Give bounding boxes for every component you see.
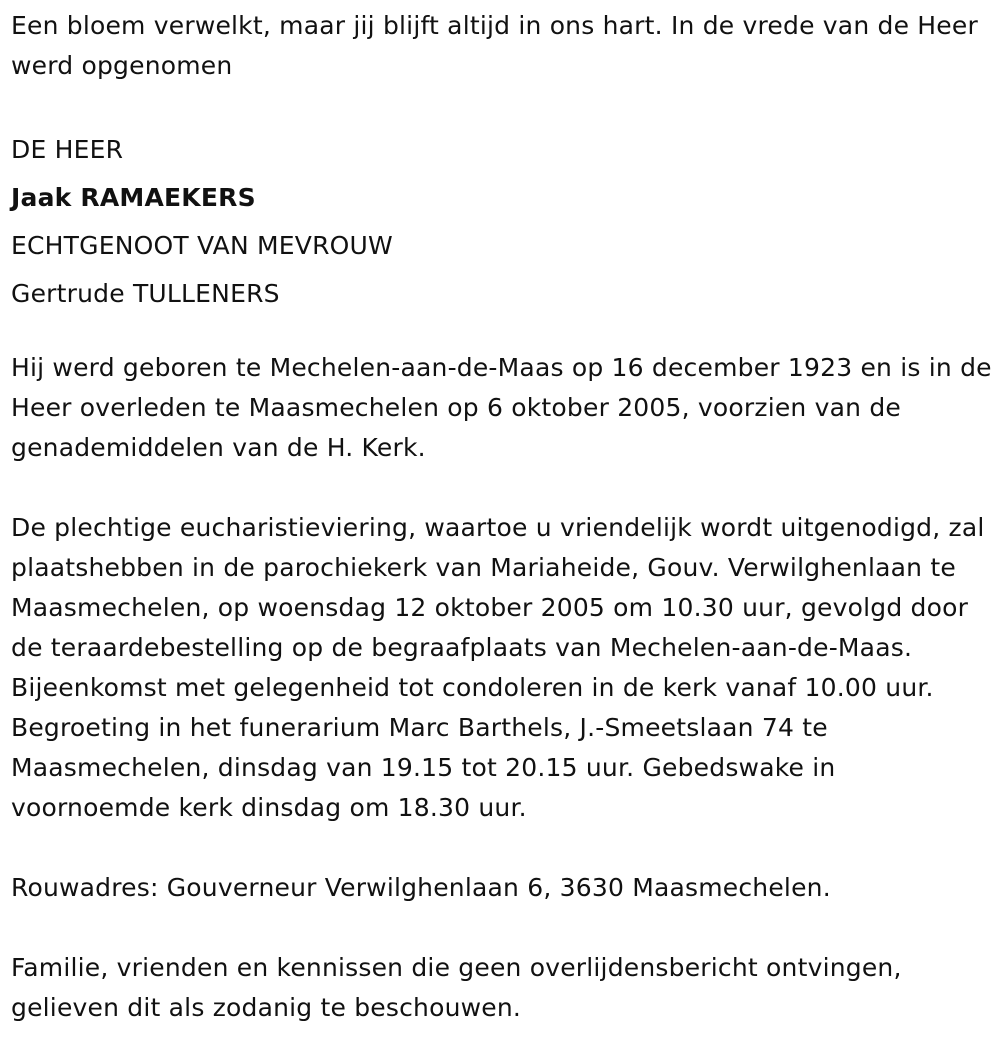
spacer	[11, 908, 996, 948]
spacer	[11, 468, 996, 508]
honorific: DE HEER	[11, 135, 124, 164]
spacer	[11, 828, 996, 868]
birth-death-text: Hij werd geboren te Mechelen-aan-de-Maas op 16 december 1923 en is in de Heer overleden te Maasmechelen op 6 oktober 2005, voorzien van de genademiddelen van de H. Kerk.	[11, 353, 992, 462]
closing-text: Familie, vrienden en kennissen die geen overlijdensbericht ontvingen, gelieven dit als zodanig te beschouwen.	[11, 953, 902, 1022]
relation-text: ECHTGENOOT VAN MEVROUW	[11, 231, 393, 260]
spacer	[11, 86, 996, 126]
obituary-document	[11, 6, 996, 1028]
deceased-block	[11, 126, 996, 318]
address-text: Rouwadres: Gouverneur Verwilghenlaan 6, 3630 Maasmechelen.	[11, 873, 831, 902]
spouse-name: Gertrude TULLENERS	[11, 279, 280, 308]
deceased-name: Jaak RAMAEKERS	[11, 183, 256, 212]
intro-text: Een bloem verwelkt, maar jij blijft altijd in ons hart. In de vrede van de Heer werd opgenomen	[11, 11, 978, 80]
ceremony-text: De plechtige eucharistieviering, waartoe u vriendelijk wordt uitgenodigd, zal plaatshebben in de parochiekerk van Mariaheide, Gouv. Verwilghenlaan te Maasmechelen, op woensdag 12 oktober 2005 om 10.30 uur, gevolgd door de teraardebestelling op de begraafplaats van Mechelen-aan-de-Maas. Bijeenkomst met gelegenheid tot condoleren in de kerk vanaf 10.00 uur. Begroeting in het funerarium Marc Barthels, J.-Smeetslaan 74 te Maasmechelen, dinsdag van 19.15 tot 20.15 uur. Gebedswake in voornoemde kerk dinsdag om 18.30 uur.	[11, 513, 985, 822]
spacer	[11, 318, 996, 348]
